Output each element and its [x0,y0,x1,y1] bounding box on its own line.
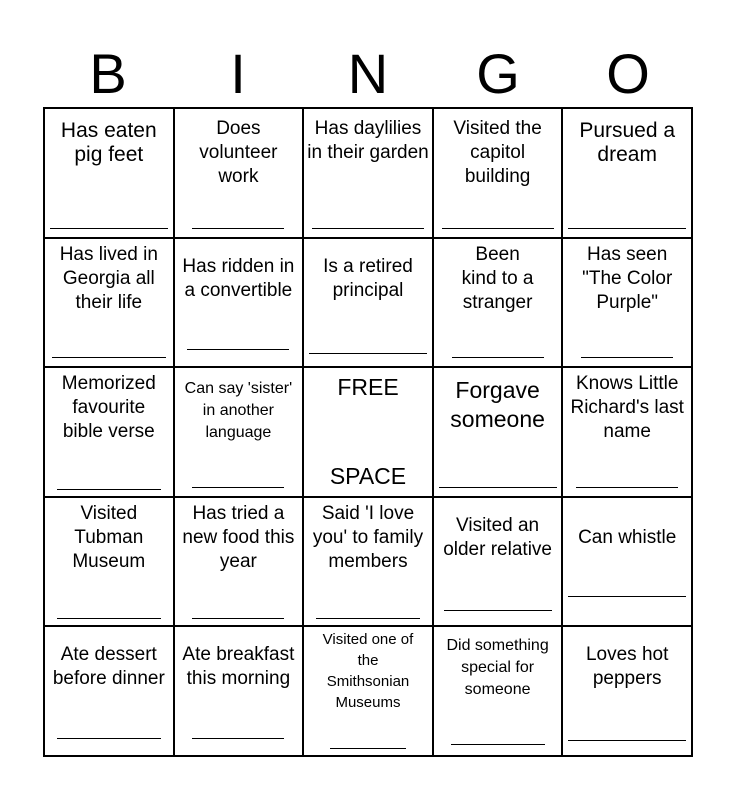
signature-line [312,228,424,229]
bingo-cell[interactable] [174,238,304,368]
header-letter-n: N [347,42,389,105]
free-label: FREE [337,374,399,401]
bingo-cell[interactable] [562,497,692,627]
header-letter-g: G [476,42,520,105]
signature-line [52,357,166,358]
space-label: SPACE [329,462,407,489]
bingo-cell[interactable] [303,626,433,756]
cell-text: Said 'I love you' to family members [312,502,424,572]
signature-line [330,748,406,749]
signature-line [452,357,544,358]
cell-text: Loves hot peppers [585,644,669,690]
cell-text: Ate breakfast this morning [182,644,295,690]
cell-text: Has eaten pig feet [60,119,157,166]
bingo-card [43,107,693,757]
bingo-cell[interactable] [174,108,304,238]
signature-line [57,738,161,739]
header-letter-b: B [89,42,127,105]
header-letter-i: I [230,42,246,105]
signature-line [192,618,284,619]
bingo-cell[interactable] [562,108,692,238]
signature-line [57,489,161,490]
signature-line [444,610,552,611]
cell-text: Is a retired principal [323,255,413,301]
bingo-cell[interactable] [44,238,174,368]
signature-line [192,228,284,229]
bingo-cell[interactable] [44,497,174,627]
bingo-cell[interactable] [303,497,433,627]
signature-line [451,744,545,745]
bingo-cell[interactable] [433,497,563,627]
bingo-cell[interactable] [44,108,174,238]
signature-line [309,353,427,354]
signature-line [316,618,420,619]
bingo-cell[interactable] [174,626,304,756]
cell-text: Ate dessert before dinner [52,644,165,690]
signature-line [568,228,686,229]
cell-text: Has lived in Georgia all their life [59,243,158,313]
bingo-cell[interactable] [174,367,304,497]
cell-text: Memorized favourite bible verse [61,373,156,443]
bingo-header [43,40,693,108]
cell-text: Has ridden in a convertible [182,255,295,301]
cell-text: Visited one of the Smithsonian Museums [322,631,414,712]
bingo-cell[interactable] [433,626,563,756]
signature-line [581,357,673,358]
bingo-cell[interactable] [433,108,563,238]
signature-line [442,228,554,229]
bingo-cell[interactable] [562,367,692,497]
cell-text: Did something special for someone [446,637,549,699]
bingo-cell[interactable] [44,367,174,497]
cell-text: Knows Little Richard's last name [570,373,684,443]
signature-line [439,487,557,488]
signature-line [568,740,686,741]
free-space-cell[interactable] [303,367,433,497]
cell-text: Does volunteer work [199,118,278,187]
cell-text: Been kind to a stranger [461,243,534,313]
cell-text: Visited Tubman Museum [72,502,146,572]
signature-line [50,228,168,229]
bingo-cell[interactable] [303,238,433,368]
bingo-cell[interactable] [562,626,692,756]
cell-text: Pursued a dream [579,119,676,166]
cell-text: Has tried a new food this year [182,502,295,572]
bingo-cell[interactable] [433,238,563,368]
bingo-cell[interactable] [44,626,174,756]
cell-text: Forgave someone [450,377,545,433]
cell-text: Has daylilies in their garden [307,118,429,163]
cell-text: Can say 'sister' in another language [184,380,293,442]
header-letter-o: O [606,42,650,105]
cell-text: Has seen "The Color Purple" [582,243,673,313]
bingo-cell[interactable] [562,238,692,368]
signature-line [568,596,686,597]
bingo-cell[interactable] [433,367,563,497]
cell-text: Can whistle [578,526,677,548]
signature-line [192,487,284,488]
cell-text: Visited the capitol building [453,118,542,187]
bingo-cell[interactable] [303,108,433,238]
signature-line [192,738,284,739]
bingo-cell[interactable] [174,497,304,627]
signature-line [576,487,678,488]
cell-text: Visited an older relative [443,514,552,560]
signature-line [187,349,289,350]
signature-line [57,618,161,619]
